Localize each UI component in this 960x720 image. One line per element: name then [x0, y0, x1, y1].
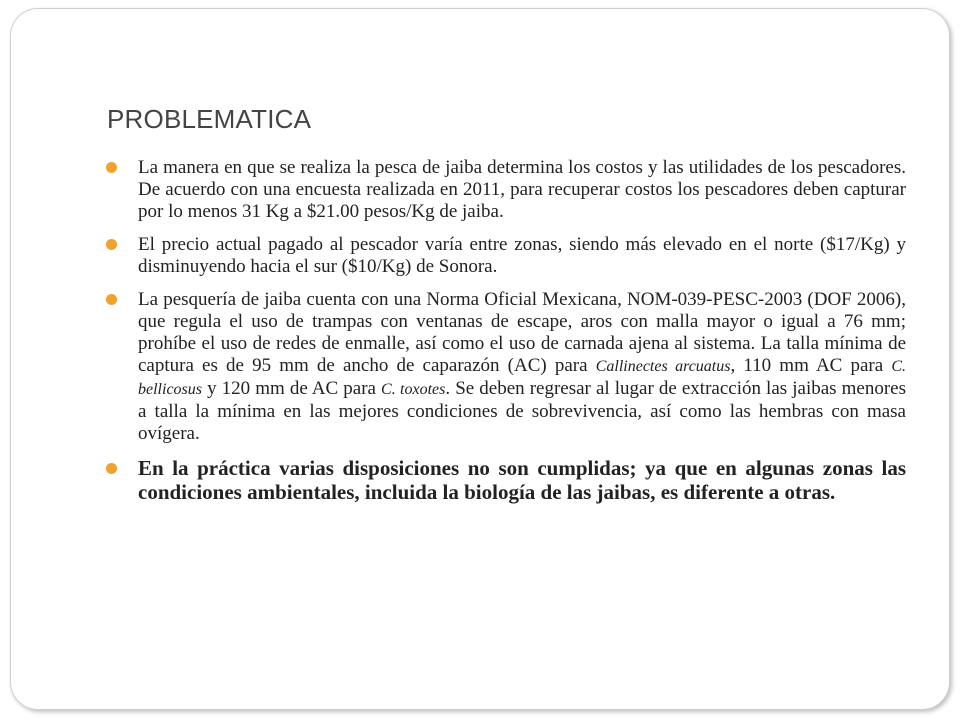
bullet-text-part1: La pesquería de jaiba cuenta con una Norma Oficial Mexicana, NOM-039-PESC-2003 (DOF 2006), que regula el uso de trampas con ventanas de escape, aros con malla mayor o igual a 76 mm; prohíbe el uso de redes de enmalle, así como el uso de carnada ajena al sistema. La talla mínima de captura es de 95 mm de ancho de caparazón (AC) para — [138, 289, 906, 376]
bullet-item-norma — [106, 289, 906, 445]
bullet-text: En la práctica varias disposiciones no son cumplidas; ya que en algunas zonas las condiciones ambientales, incluida la biología de las jaibas, es diferente a otras. — [138, 456, 906, 504]
bullet-list — [106, 157, 906, 515]
species-name-toxotes: C. toxotes — [381, 381, 446, 398]
species-name-arcuatus: Callinectes arcuatus — [595, 358, 731, 375]
bullet-text-part4: . Se deben regresar al lugar de extracción las jaibas menores a talla la mínima en las mejores condiciones de sobrevivencia, así como las hembras con masa ovígera. — [138, 378, 906, 444]
bullet-item-price — [106, 234, 906, 278]
bullet-text-part2: , 110 mm AC para — [730, 355, 892, 376]
bullet-item-costs — [106, 157, 906, 223]
species-name-bellicosus: C. bellicosus — [138, 358, 906, 398]
bullet-dot-icon — [106, 162, 117, 173]
bullet-text: La manera en que se realiza la pesca de jaiba determina los costos y las utilidades de los pescadores. De acuerdo con una encuesta realizada en 2011, para recuperar costos los pescadores deben capturar por lo menos 31 Kg a $21.00 pesos/Kg de jaiba. — [138, 157, 906, 222]
slide-title: PROBLEMATICA — [107, 104, 312, 134]
bullet-item-conclusion — [106, 456, 906, 504]
bullet-text-part3: y 120 mm de AC para — [202, 378, 382, 399]
bullet-dot-icon — [106, 294, 117, 305]
bullet-dot-icon — [106, 239, 117, 250]
bullet-text: El precio actual pagado al pescador varía entre zonas, siendo más elevado en el norte ($17/Kg) y disminuyendo hacia el sur ($10/Kg) de Sonora. — [138, 234, 906, 277]
bullet-dot-icon — [106, 463, 117, 474]
